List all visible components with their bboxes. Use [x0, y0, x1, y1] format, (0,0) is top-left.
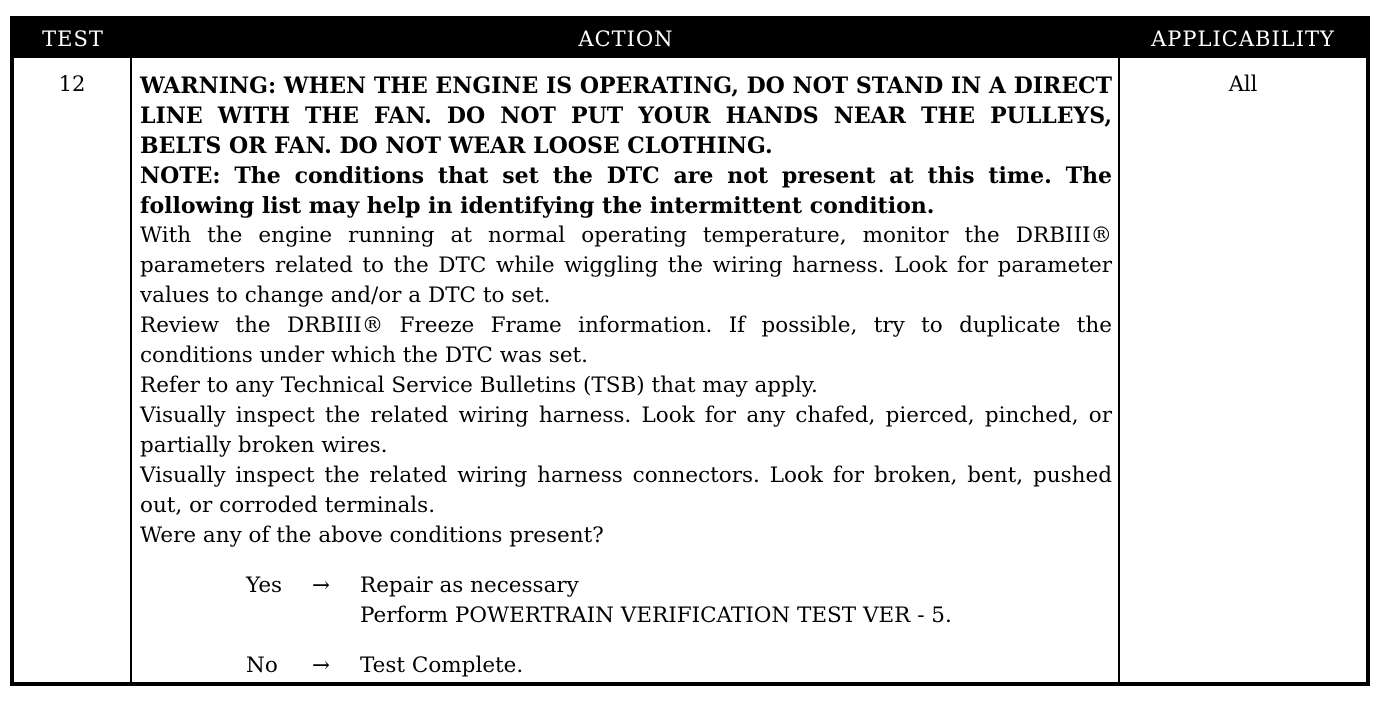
step-5: Visually inspect the related wiring harness connectors. Look for broken, bent, pushed out, or corroded terminals.	[140, 463, 1112, 518]
header-test: TEST	[42, 27, 104, 51]
table-header-row	[14, 20, 1366, 58]
note-text: NOTE: The conditions that set the DTC are not present at this time. The following list may help in identifying the intermittent condition.	[140, 163, 1112, 219]
header-action: ACTION	[578, 27, 674, 51]
right-arrow-icon: →	[312, 653, 331, 678]
step-3: Refer to any Technical Service Bulletins (TSB) that may apply.	[140, 373, 818, 398]
step-4: Visually inspect the related wiring harness. Look for any chafed, pierced, pinched, or partially broken wires.	[140, 403, 1112, 458]
warning-text: WARNING: WHEN THE ENGINE IS OPERATING, DO NOT STAND IN A DIRECT LINE WITH THE FAN. DO NOT PUT YOUR HANDS NEAR THE PULLEYS, BELTS OR FAN. DO NOT WEAR LOOSE CLOTHING.	[140, 73, 1112, 159]
outcome-no-label: No	[246, 653, 278, 678]
step-1: With the engine running at normal operating temperature, monitor the DRBIII® parameters related to the DTC while wiggling the wiring harness. Look for parameter values to change and/or a DTC to set.	[140, 223, 1112, 308]
column-divider-test	[130, 58, 132, 686]
outcomes	[140, 571, 1112, 681]
header-applicability: APPLICABILITY	[1151, 27, 1335, 51]
outcome-yes-line-1: Repair as necessary	[360, 573, 579, 598]
applicability-value: All	[1228, 72, 1258, 96]
question-text: Were any of the above conditions present?	[140, 523, 604, 548]
outcome-yes-text	[360, 571, 1112, 631]
right-arrow-icon: →	[312, 573, 331, 598]
step-2: Review the DRBIII® Freeze Frame information. If possible, try to duplicate the conditions under which the DTC was set.	[140, 313, 1112, 368]
outcome-no-text	[360, 651, 1112, 681]
outcome-no	[140, 651, 1112, 681]
outcome-yes-label: Yes	[246, 573, 283, 598]
outcome-yes	[140, 571, 1112, 631]
outcome-no-line-1: Test Complete.	[360, 653, 524, 678]
action-cell	[140, 71, 1112, 681]
test-number: 12	[58, 72, 86, 96]
test-procedure-table	[10, 16, 1370, 686]
outcome-yes-line-2: Perform POWERTRAIN VERIFICATION TEST VER - 5.	[360, 603, 952, 628]
column-divider-applicability	[1118, 58, 1120, 686]
